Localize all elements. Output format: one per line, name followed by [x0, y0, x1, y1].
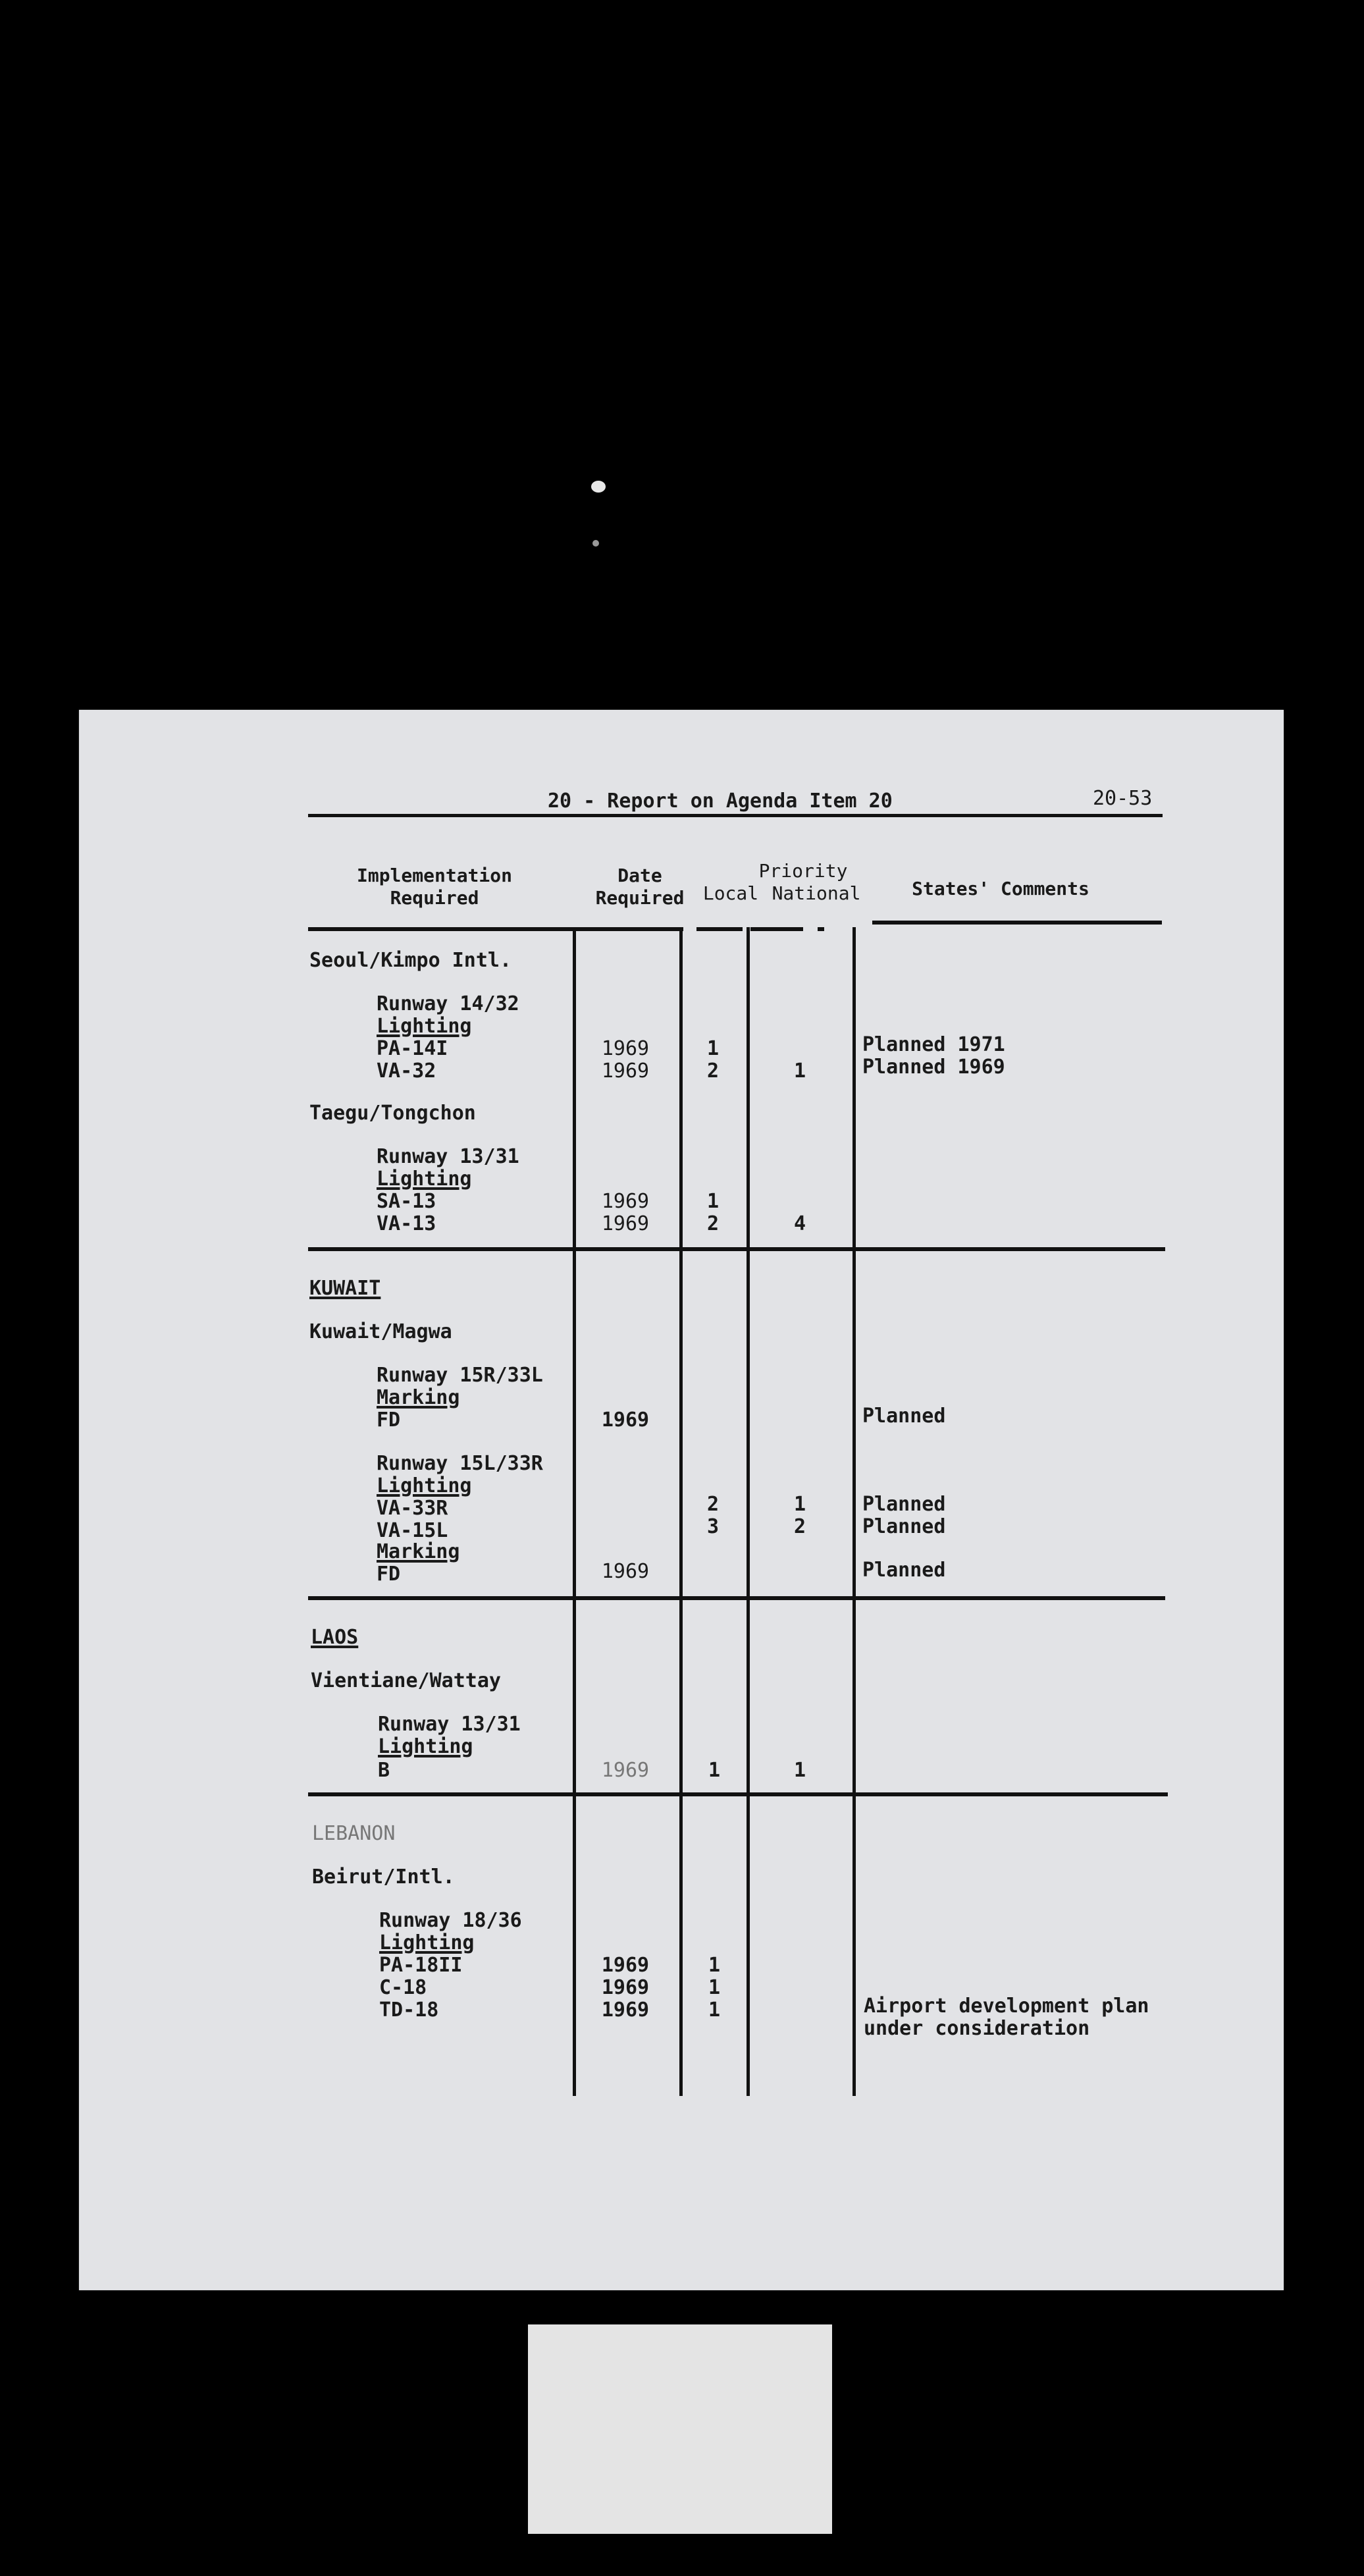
- lighting-label: Lighting: [379, 1931, 475, 1954]
- date-value: 1969: [601, 1409, 650, 1432]
- item-code: C-18: [379, 1976, 427, 1999]
- state-comment: Planned 1969: [862, 1056, 1005, 1079]
- section-rule: [308, 1247, 1165, 1251]
- date-value: 1969: [601, 1212, 650, 1235]
- local-priority: 2: [706, 1212, 720, 1235]
- country-heading: KUWAIT: [309, 1277, 381, 1300]
- state-comment: Airport development plan: [864, 1995, 1149, 2018]
- airport-name: Kuwait/Magwa: [309, 1320, 452, 1343]
- column-rule: [852, 927, 856, 2096]
- item-code: VA-32: [377, 1060, 436, 1083]
- section-rule: [308, 1792, 1168, 1796]
- header-rule: [308, 814, 1163, 817]
- marking-label: Marking: [377, 1540, 460, 1563]
- item-code: FD: [377, 1409, 401, 1432]
- national-priority: 4: [793, 1212, 806, 1235]
- runway-label: Runway 15R/33L: [377, 1364, 543, 1387]
- date-value: 1969: [601, 1037, 650, 1060]
- col-header-rule: [308, 927, 683, 931]
- state-comment: Planned 1971: [862, 1033, 1005, 1056]
- date-value: 1969: [601, 1190, 650, 1213]
- state-comment: Planned: [862, 1559, 946, 1582]
- header-title: 20 - Report on Agenda Item 20: [548, 790, 893, 813]
- airport-name: Taegu/Tongchon: [309, 1102, 476, 1125]
- item-code: TD-18: [379, 1999, 439, 2022]
- runway-label: Runway 13/31: [378, 1713, 521, 1736]
- col-header-rule: [696, 927, 743, 931]
- local-priority: 2: [706, 1493, 720, 1516]
- column-rule: [573, 927, 576, 2096]
- col-impl-line1: Implementation: [356, 865, 512, 886]
- local-priority: 3: [706, 1515, 720, 1538]
- airport-name: Vientiane/Wattay: [311, 1669, 501, 1692]
- national-priority: 1: [793, 1493, 806, 1516]
- local-priority: 1: [708, 1976, 721, 1999]
- national-priority: 1: [793, 1060, 806, 1083]
- country-heading: LAOS: [311, 1626, 359, 1649]
- national-priority: 1: [793, 1759, 806, 1782]
- lighting-label: Lighting: [377, 1474, 472, 1497]
- local-priority: 1: [708, 1999, 721, 2022]
- runway-label: Runway 14/32: [377, 992, 519, 1015]
- item-code: FD: [377, 1563, 401, 1586]
- state-comment: Planned: [862, 1493, 946, 1516]
- local-priority: 1: [708, 1759, 721, 1782]
- date-value: 1969: [601, 1954, 650, 1977]
- date-value: 1969: [601, 1759, 650, 1782]
- airport-name: Beirut/Intl.: [312, 1865, 455, 1889]
- runway-label: Runway 13/31: [377, 1145, 519, 1168]
- column-rule: [679, 927, 683, 2096]
- date-value: 1969: [601, 1560, 650, 1583]
- blank-card: [528, 2324, 832, 2534]
- country-heading: LEBANON: [312, 1822, 396, 1845]
- local-priority: 1: [706, 1037, 720, 1060]
- date-value: 1969: [601, 1976, 650, 1999]
- local-priority: 1: [706, 1190, 720, 1213]
- scan-speck: [592, 540, 599, 547]
- state-comment: under consideration: [864, 2017, 1090, 2040]
- page-number: 20-53: [1093, 787, 1153, 810]
- runway-label: Runway 18/36: [379, 1909, 522, 1932]
- local-priority: 2: [706, 1060, 720, 1083]
- national-priority: 2: [793, 1515, 806, 1538]
- item-code: VA-33R: [377, 1497, 448, 1520]
- lighting-label: Lighting: [378, 1735, 473, 1758]
- document-page: [79, 710, 1284, 2290]
- local-priority: 1: [708, 1954, 721, 1977]
- lighting-label: Lighting: [377, 1015, 472, 1038]
- lighting-label: Lighting: [377, 1167, 472, 1191]
- col-national: National: [772, 882, 861, 904]
- column-rule: [747, 927, 750, 2096]
- scan-speck: [591, 481, 606, 493]
- runway-label: Runway 15L/33R: [377, 1452, 543, 1475]
- col-date-line1: Date: [617, 865, 662, 886]
- state-comment: Planned: [862, 1405, 946, 1428]
- marking-label: Marking: [377, 1386, 460, 1409]
- item-code: PA-14I: [377, 1037, 448, 1060]
- airport-name: Seoul/Kimpo Intl.: [309, 949, 512, 972]
- item-code: SA-13: [377, 1190, 436, 1213]
- col-header-rule: [872, 921, 1162, 925]
- col-header-rule: [818, 927, 824, 931]
- col-priority: Priority: [758, 860, 848, 882]
- item-code: VA-13: [377, 1212, 436, 1235]
- date-value: 1969: [601, 1999, 650, 2022]
- col-local: Local: [702, 882, 759, 904]
- state-comment: Planned: [862, 1515, 946, 1538]
- col-header-rule: [750, 927, 803, 931]
- date-value: 1969: [601, 1060, 650, 1083]
- col-comments: States' Comments: [912, 878, 1089, 899]
- item-code: PA-18II: [379, 1954, 463, 1977]
- section-rule: [308, 1596, 1165, 1600]
- col-date-line2: Required: [595, 887, 685, 909]
- item-code: VA-15L: [377, 1519, 448, 1542]
- item-code: B: [378, 1759, 390, 1782]
- col-impl-line2: Required: [390, 887, 479, 909]
